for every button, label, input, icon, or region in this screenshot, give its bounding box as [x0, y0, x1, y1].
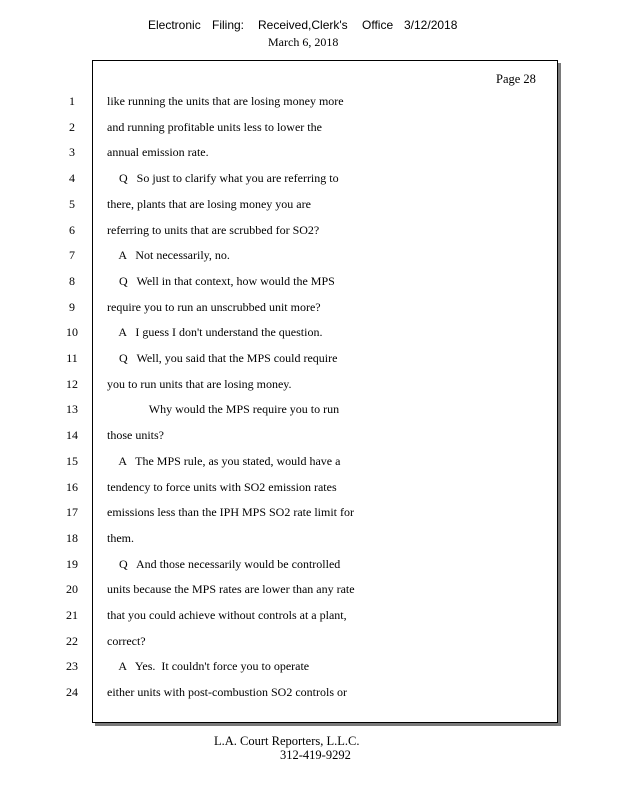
line-number: 15 — [66, 453, 78, 468]
line-text: like running the units that are losing money more — [107, 94, 344, 108]
line-text: correct? — [107, 633, 146, 648]
line-number: 22 — [66, 633, 78, 648]
line-text: referring to units that are scrubbed for SO2? — [107, 222, 320, 237]
line-number: 17 — [66, 505, 78, 520]
line-text: A I guess I don't understand the question. — [107, 325, 323, 340]
filing-stamp-received: Received,Clerk's — [258, 18, 348, 32]
line-text: Why would the MPS require you to run — [107, 402, 340, 417]
line-number: 19 — [66, 556, 78, 571]
line-text: them. — [107, 530, 134, 545]
line-text: and running profitable units less to lower the — [107, 119, 322, 134]
filing-stamp-filing: Filing: — [212, 18, 245, 32]
line-text: that you could achieve without controls at a plant, — [107, 608, 347, 622]
line-text: you to run units that are losing money. — [107, 376, 292, 391]
line-text: either units with post-combustion SO2 controls or — [107, 685, 347, 700]
line-text: Q So just to clarify what you are referring to — [107, 171, 339, 186]
line-number: 3 — [69, 145, 75, 160]
line-number: 24 — [66, 685, 78, 700]
line-text: there, plants that are losing money you are — [107, 196, 311, 211]
line-number: 14 — [66, 428, 78, 443]
line-text: tendency to force units with SO2 emission rates — [107, 479, 337, 494]
line-number: 13 — [66, 402, 78, 417]
line-number: 1 — [69, 94, 75, 108]
line-number: 18 — [66, 530, 78, 545]
line-text: units because the MPS rates are lower than any rate — [107, 582, 355, 597]
line-number: 6 — [69, 222, 75, 237]
filing-stamp-office: Office — [362, 18, 394, 32]
line-text: Q And those necessarily would be controlled — [107, 556, 341, 571]
line-number: 12 — [66, 376, 78, 391]
line-text: A Not necessarily, no. — [107, 248, 230, 263]
line-number: 9 — [69, 299, 75, 314]
line-text: Q Well in that context, how would the MPS — [107, 273, 335, 288]
line-number: 2 — [69, 119, 75, 134]
line-text: require you to run an unscrubbed unit more? — [107, 299, 321, 314]
received-date: March 6, 2018 — [268, 35, 339, 49]
line-number: 7 — [69, 248, 75, 263]
court-reporter-name: L.A. Court Reporters, L.L.C. — [214, 734, 360, 748]
line-number: 5 — [69, 196, 75, 211]
line-text: those units? — [107, 428, 164, 443]
filing-stamp-electronic: Electronic — [148, 18, 201, 32]
line-number: 8 — [69, 273, 75, 288]
filing-stamp-date: 3/12/2018 — [404, 18, 458, 32]
page-number: Page 28 — [496, 72, 536, 86]
line-text: annual emission rate. — [107, 145, 209, 160]
line-number: 11 — [66, 351, 78, 365]
line-number: 23 — [66, 659, 78, 674]
line-text: A The MPS rule, as you stated, would have a — [107, 453, 341, 468]
line-number: 10 — [66, 325, 78, 340]
line-number: 21 — [66, 608, 78, 622]
line-text: Q Well, you said that the MPS could require — [107, 351, 338, 365]
line-text: A Yes. It couldn't force you to operate — [107, 659, 310, 674]
line-text: emissions less than the IPH MPS SO2 rate limit for — [107, 505, 354, 520]
line-number: 4 — [69, 171, 75, 186]
court-reporter-phone: 312-419-9292 — [280, 748, 351, 762]
line-number: 16 — [66, 479, 78, 494]
line-number: 20 — [66, 582, 78, 597]
